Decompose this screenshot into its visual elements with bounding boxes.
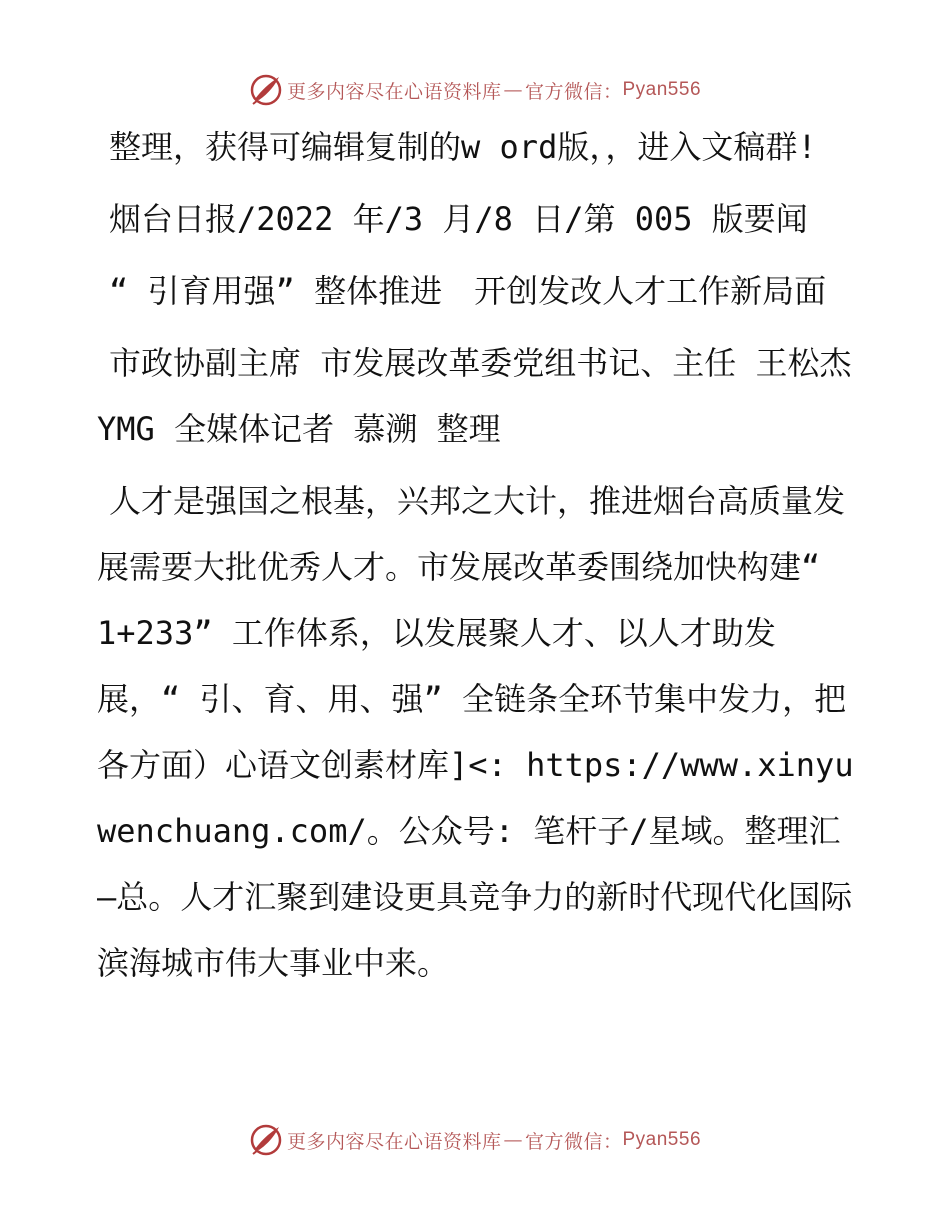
paragraph-source-line: 烟台日报/2022 年/3 月/8 日/第 005 版要闻 (109, 200, 808, 238)
watermark-wechat-id: Pyan556 (622, 1129, 702, 1150)
watermark-wechat-label: 官方微信： (524, 80, 623, 103)
paragraph-intro: 整理，获得可编辑复制的w ord版，，进入文稿群! (109, 128, 817, 166)
quill-pen-logo-icon (249, 1123, 283, 1157)
watermark-wechat-label: 官方微信： (524, 1130, 623, 1153)
quill-pen-logo-icon (249, 73, 283, 107)
paragraph-headline: “ 引育用强” 整体推进 开创发改人才工作新局面 (109, 272, 827, 310)
watermark-separator: — (503, 1129, 523, 1151)
watermark-wechat-id: Pyan556 (622, 79, 702, 100)
watermark-site-text: 更多内容尽在心语资料库 (286, 1130, 502, 1153)
header-watermark (0, 70, 950, 110)
watermark-site-text: 更多内容尽在心语资料库 (286, 80, 502, 103)
paragraph-byline: 市政协副主席 市发展改革委党组书记、主任 王松杰 YMG 全媒体记者 慕溯 整理 (97, 344, 852, 448)
paragraph-body: 人才是强国之根基，兴邦之大计，推进烟台高质量发展需要大批优秀人才。市发展改革委围绕加快构建“ 1+233” 工作体系，以发展聚人才、以人才助发展，“ 引、育、用、强” 全链条全环节集中发力，把各方面）心语文创素材库]<: https://www.xinyuwenchuang.com/。公众号: 笔杆子/星域。整理汇—总。人才汇聚到建设更具竞争力的新时代现代化国际滨海城市伟大事业中来。 (97, 482, 854, 982)
document-body (97, 114, 857, 1002)
watermark-separator: — (503, 79, 523, 101)
footer-watermark (0, 1120, 950, 1160)
